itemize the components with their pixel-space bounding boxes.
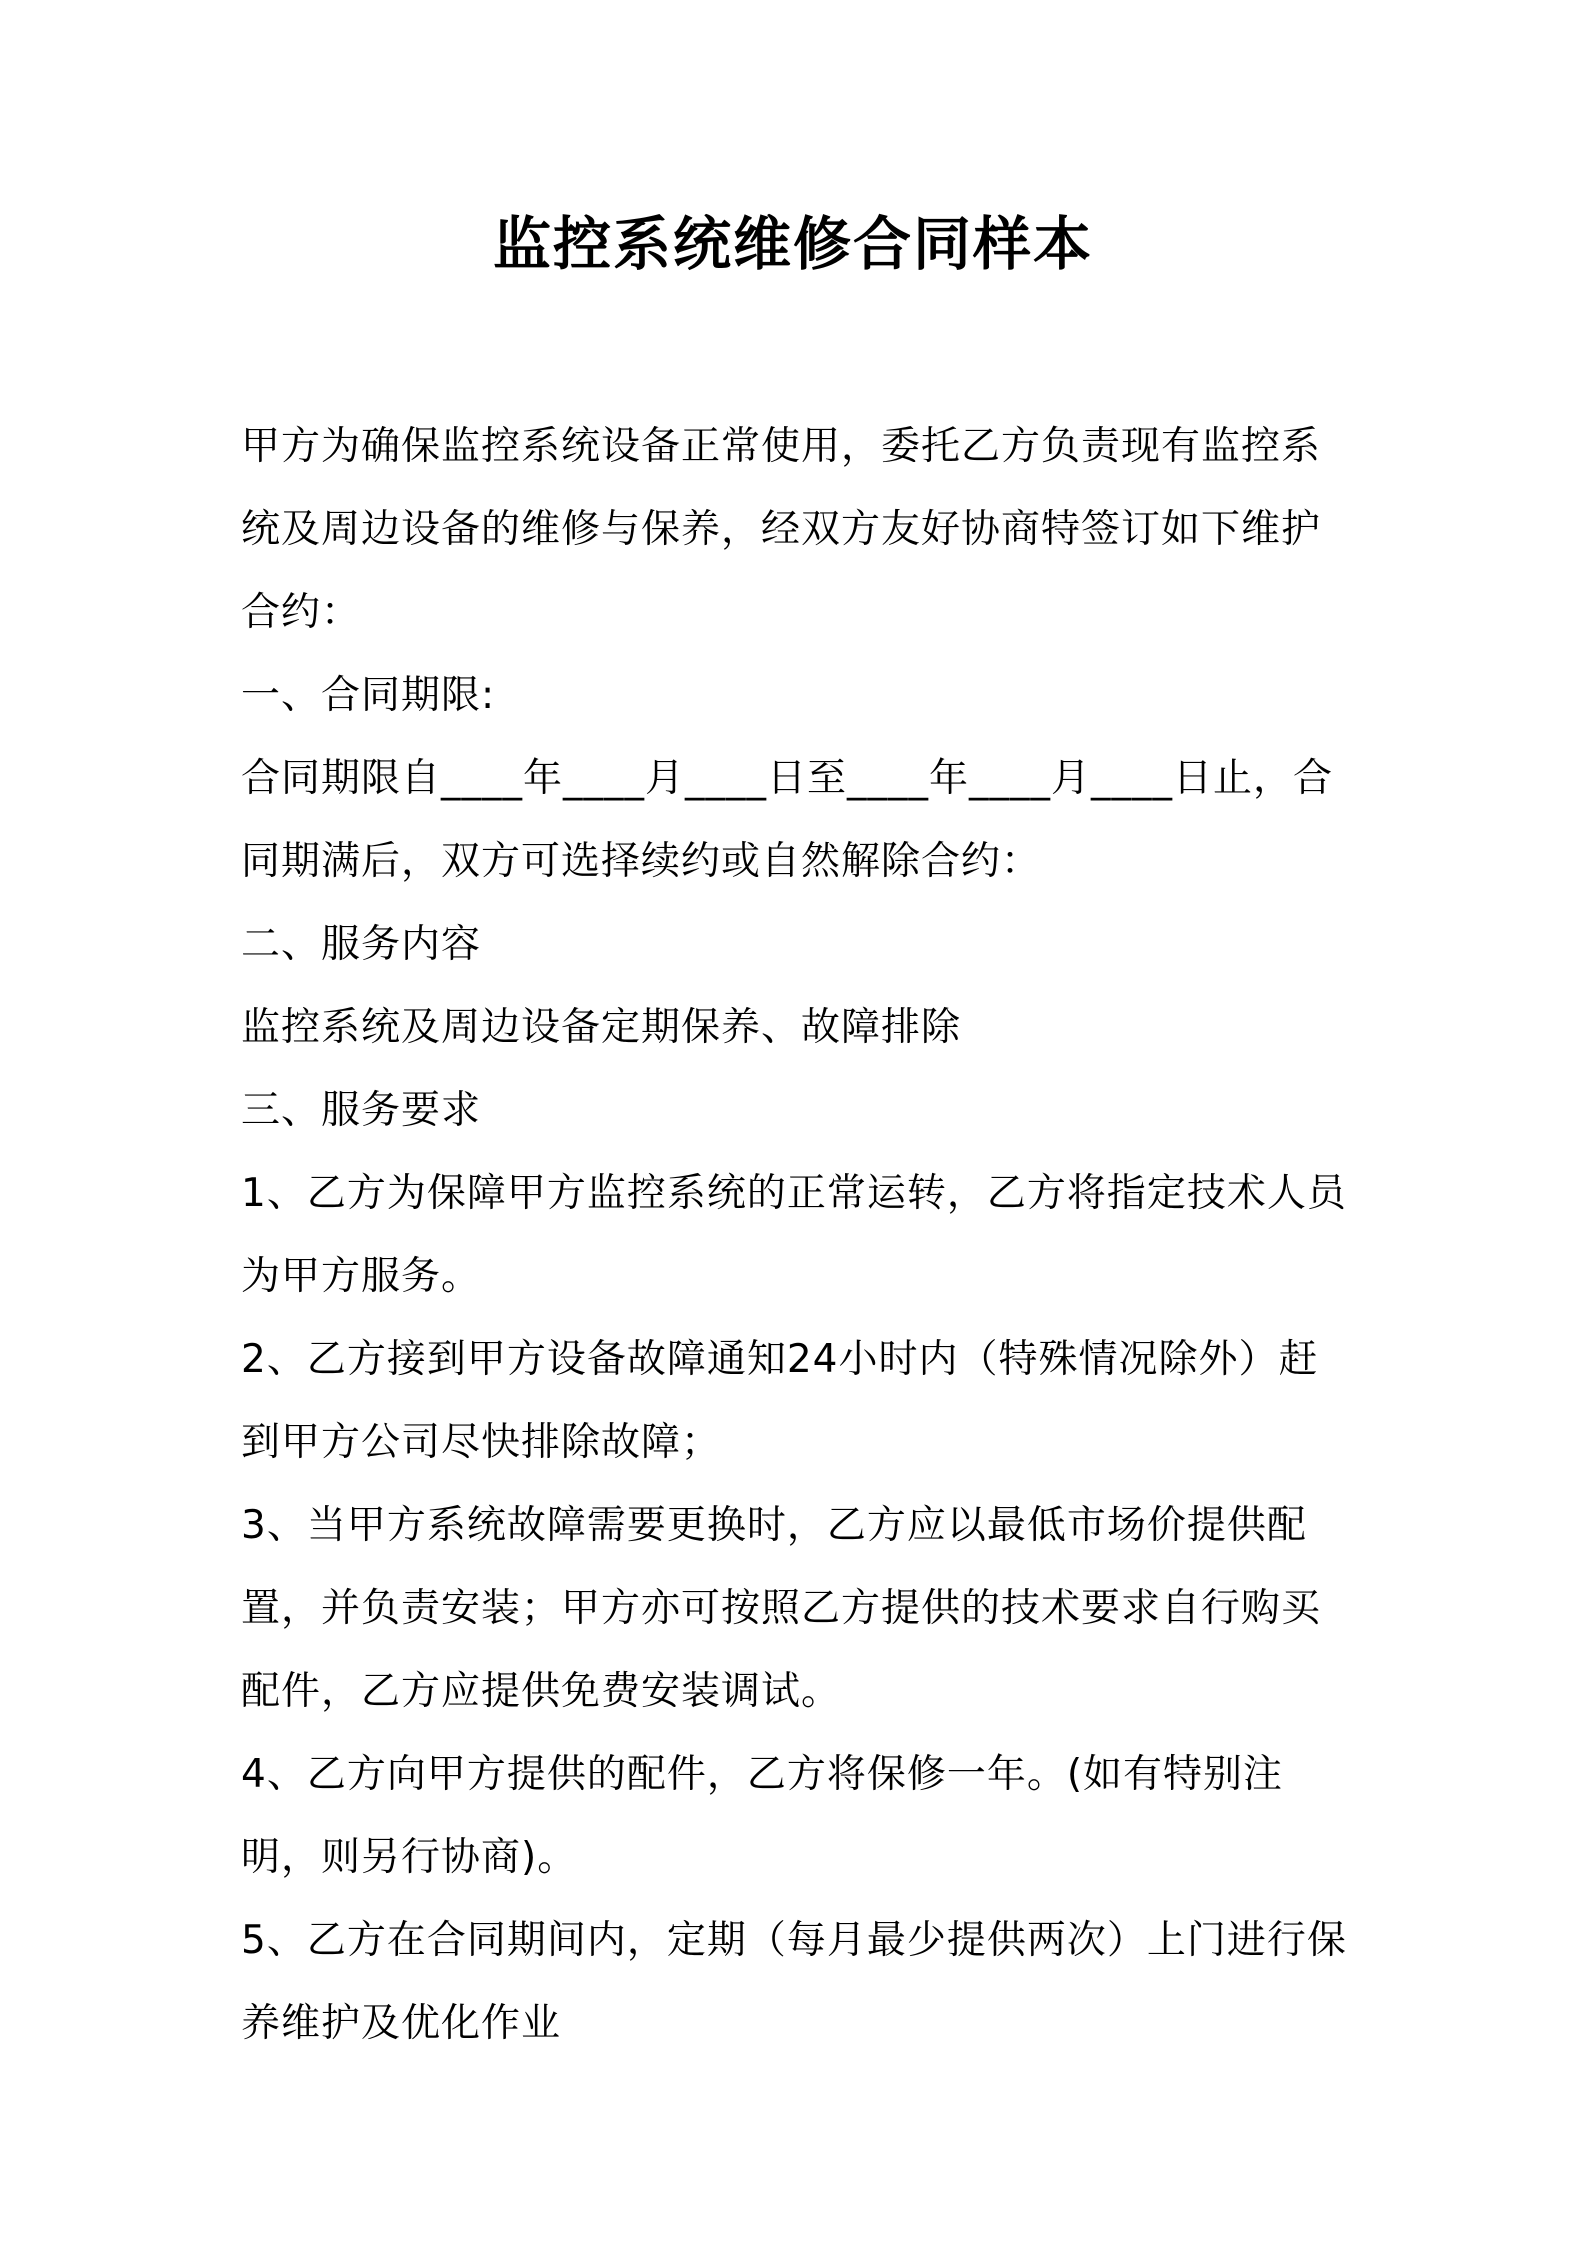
document-body: [241, 405, 1353, 2065]
requirement-item-1: 1、乙方为保障甲方监控系统的正常运转，乙方将指定技术人员为甲方服务。: [241, 1171, 1347, 1299]
section-heading-service-requirements: 三、服务要求: [241, 1088, 482, 1133]
term-paragraph: 合同期限自____年____月____日至____年____月____日止，合同期满后，双方可选择续约或自然解除合约：: [241, 756, 1334, 884]
requirement-item-5: 5、乙方在合同期间内，定期（每月最少提供两次）上门进行保养维护及优化作业: [241, 1918, 1347, 2046]
service-content-paragraph: 监控系统及周边设备定期保养、故障排除: [241, 1005, 962, 1050]
section-heading-service-content: 二、服务内容: [241, 922, 482, 967]
section-heading-term: 一、合同期限:: [241, 673, 496, 718]
requirement-item-2: 2、乙方接到甲方设备故障通知24小时内（特殊情况除外）赶到甲方公司尽快排除故障；: [241, 1337, 1319, 1465]
requirement-item-3: 3、当甲方系统故障需要更换时，乙方应以最低市场价提供配置，并负责安装；甲方亦可按照乙方提供的技术要求自行购买配件，乙方应提供免费安装调试。: [241, 1503, 1322, 1714]
intro-paragraph: 甲方为确保监控系统设备正常使用，委托乙方负责现有监控系统及周边设备的维修与保养，经双方友好协商特签订如下维护合约：: [241, 424, 1322, 635]
document-title: 监控系统维修合同样本: [492, 210, 1093, 278]
requirement-item-4: 4、乙方向甲方提供的配件，乙方将保修一年。(如有特别注明，则另行协商)。: [241, 1752, 1284, 1880]
